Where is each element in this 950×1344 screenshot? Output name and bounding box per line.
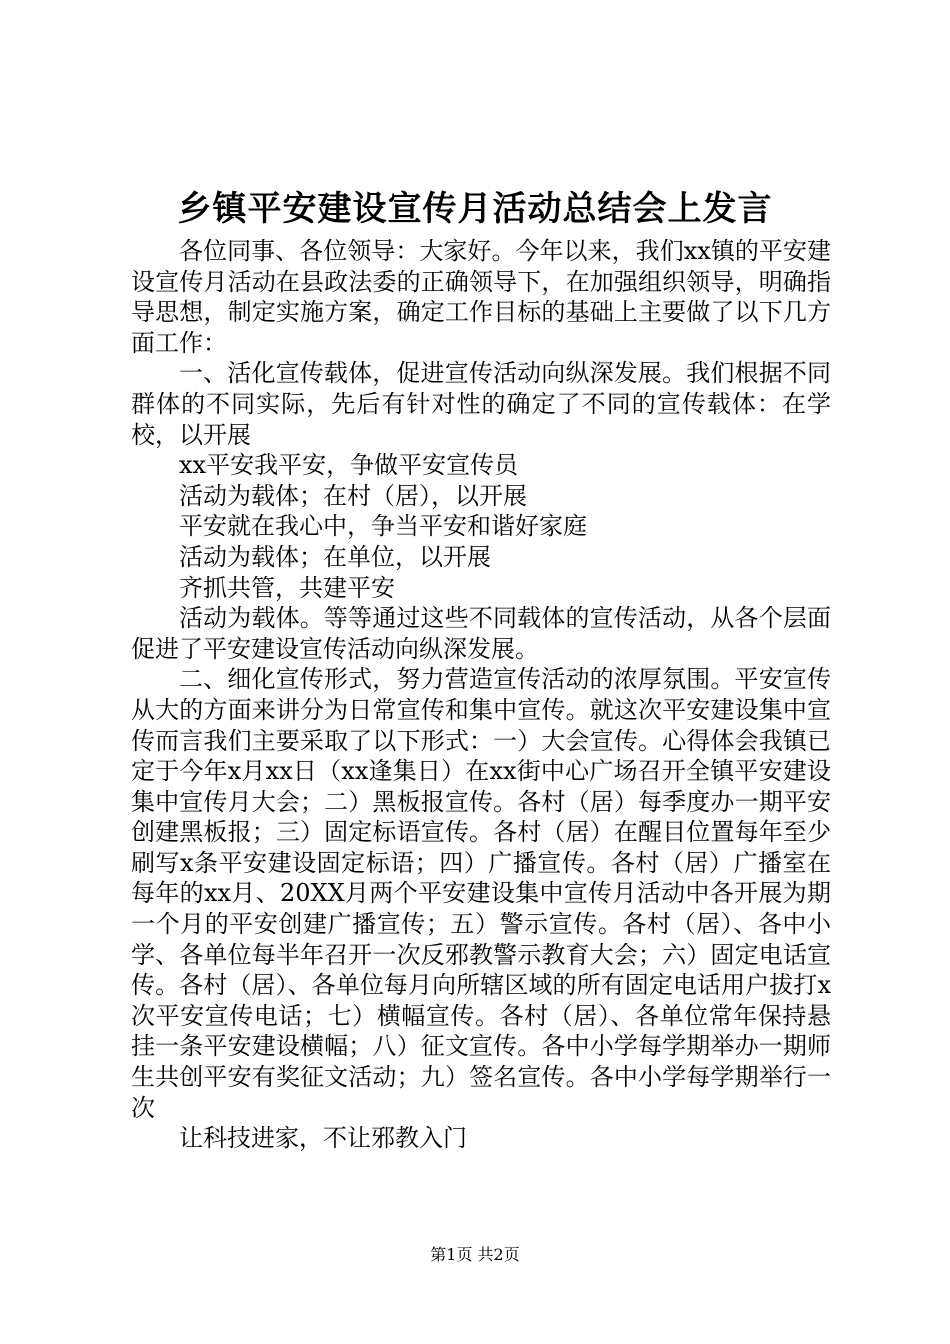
paragraph: 让科技进家，不让邪教入门 (179, 1124, 467, 1153)
paragraph: 平安就在我心中，争当平安和谐好家庭 (179, 512, 587, 541)
paragraph: 一、活化宣传载体，促进宣传活动向纵深发展。我们根据不同群体的不同实际，先后有针对性的确定了不同的宣传载体：在学校，以开展 (131, 359, 831, 449)
paragraph: 齐抓共管，共建平安 (179, 573, 395, 602)
paragraph: 活动为载体。等等通过这些不同载体的宣传活动，从各个层面促进了平安建设宣传活动向纵深发展。 (131, 604, 831, 663)
paragraph: 二、细化宣传形式，努力营造宣传活动的浓厚氛围。平安宣传从大的方面来讲分为日常宣传和集中宣传。就这次平安建设集中宣传而言我们主要采取了以下形式：一）大会宣传。心得体会我镇已定于今年x月xx日（xx逢集日）在xx街中心广场召开全镇平安建设集中宣传月大会；二）黑板报宣传。各村（居）每季度办一期平安创建黑板报；三）固定标语宣传。各村（居）在醒目位置每年至少刷写x条平安建设固定标语；四）广播宣传。各村（居）广播室在每年的xx月、20XX月两个平安建设集中宣传月活动中各开展为期一个月的平安创建广播宣传；五）警示宣传。各村（居）、各中小学、各单位每半年召开一次反邪教警示教育大会；六）固定电话宣传。各村（居）、各单位每月向所辖区域的所有固定电话用户拔打x次平安宣传电话；七）横幅宣传。各村（居）、各单位常年保持悬挂一条平安建设横幅；八）征文宣传。各中小学每学期举办一期师生共创平安有奖征文活动；九）签名宣传。各中小学每学期举行一次 (131, 665, 831, 1122)
document-body (131, 236, 831, 1154)
paragraph: 活动为载体；在单位，以开展 (179, 542, 491, 571)
page-number-footer: 第1页 共2页 (430, 1245, 520, 1264)
document-title: 乡镇平安建设宣传月活动总结会上发言 (177, 189, 773, 229)
paragraph: 各位同事、各位领导：大家好。今年以来，我们xx镇的平安建设宣传月活动在县政法委的正确领导下，在加强组织领导，明确指导思想，制定实施方案，确定工作目标的基础上主要做了以下几方面工作： (131, 237, 831, 357)
paragraph: xx平安我平安，争做平安宣传员 (179, 451, 519, 480)
paragraph: 活动为载体；在村（居），以开展 (179, 481, 527, 510)
